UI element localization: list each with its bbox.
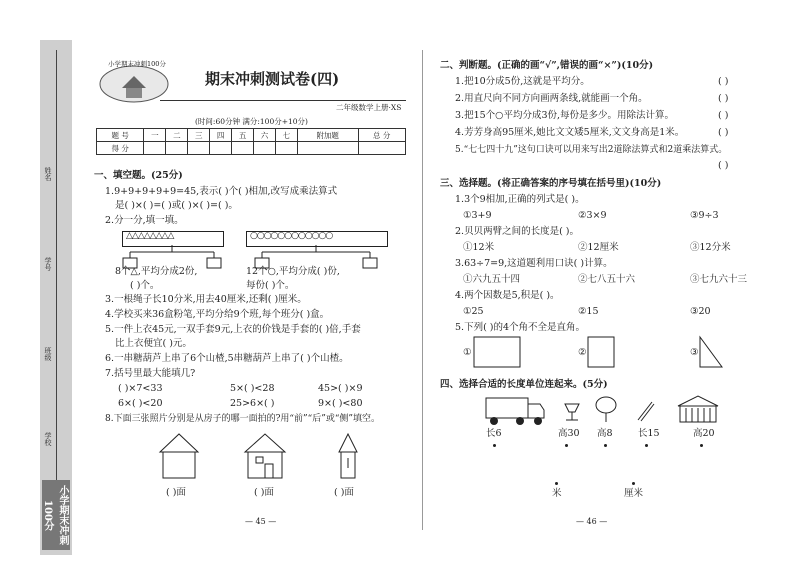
judge-item: 3.把15个○平均分成3份,每份是多少。用除法计算。 [455, 110, 675, 121]
item-label: 长6 [486, 428, 502, 439]
page-number-left: — 45 — [245, 517, 277, 526]
choice-option[interactable]: ①3+9 [463, 210, 492, 221]
unit-label: 厘米 [624, 488, 644, 499]
unit-label: 米 [552, 488, 562, 499]
section1-title: 一、填空题。(25分) [94, 170, 183, 181]
judge-item: 1.把10分成5份,这就是平均分。 [455, 76, 590, 87]
question-1b: 是( )×( )=( )或( )×( )=( )。 [115, 200, 238, 211]
question-2-left-a: 8个△,平均分成2份, [115, 266, 198, 277]
choice-question: 2.贝贝两臂之间的长度是( )。 [455, 226, 579, 237]
connect-dot[interactable] [493, 444, 496, 447]
q7-expr: 45>( )×9 [318, 383, 363, 394]
score-cell: 一 [144, 129, 166, 142]
item-label: 高8 [597, 428, 613, 439]
q8-answer: ( )面 [334, 487, 354, 498]
connect-dot[interactable] [632, 482, 635, 485]
truck-icon [486, 398, 544, 425]
q8-answer: ( )面 [254, 487, 274, 498]
question-1a: 1.9+9+9+9+9=45,表示( )个( )相加,改写成乘法算式 [105, 186, 338, 197]
choice-question: 4.两个因数是5,积是( )。 [455, 290, 560, 301]
judge-item: 4.芳芳身高95厘米,她比文文矮5厘米,文文身高是1米。 [455, 127, 685, 138]
question-7: 7.括号里最大能填几? [105, 368, 196, 379]
item-label: 高20 [693, 428, 715, 439]
section3-title: 三、选择题。(将正确答案的序号填在括号里)(10分) [440, 178, 662, 189]
question-2-right-a: 12个○,平均分成( )份, [246, 266, 340, 277]
judge-item: 2.用直尺向不同方向画两条线,就能画一个角。 [455, 93, 648, 104]
logo-text: 小学期末冲刺100分 [108, 60, 166, 68]
connect-dot[interactable] [645, 444, 648, 447]
triangles: △△△△△△△△ [126, 231, 174, 241]
name-label: 姓名 [44, 167, 52, 181]
score-cell: 附加题 [297, 129, 358, 142]
choice-option[interactable]: ②七八五十六 [578, 274, 636, 285]
choice-option[interactable]: ②3×9 [578, 210, 607, 221]
choice-option[interactable]: ③七九六十三 [690, 274, 748, 285]
question-3: 3.一根绳子长10分米,用去40厘米,还剩( )厘米。 [105, 294, 307, 305]
connect-dot[interactable] [565, 444, 568, 447]
choice-option[interactable]: ① [463, 347, 472, 358]
page-number-right: — 46 — [576, 517, 608, 526]
pencil-icon [638, 402, 654, 421]
circles: ○○○○○○○○○○○○ [250, 231, 333, 241]
choice-option[interactable]: ①25 [463, 306, 484, 317]
choice-option[interactable]: ③12分米 [690, 242, 731, 253]
choice-option[interactable]: ②15 [578, 306, 599, 317]
item-label: 长15 [638, 428, 660, 439]
question-8: 8.下面三张照片分别是从房子的哪一面拍的?用“前”“后”或“侧”填空。 [105, 414, 381, 424]
grade-label: 二年级数学上册·XS [336, 103, 402, 112]
building-icon [678, 396, 718, 422]
question-5b: 比上衣便宜( )元。 [115, 338, 192, 349]
q7-expr: 9×( )<80 [318, 398, 363, 409]
judge-paren[interactable]: ( ) [718, 110, 729, 121]
question-2-right-b: 每份( )个。 [246, 280, 295, 291]
question-4: 4.学校买来36盒粉笔,平均分给9个班,每个班分( )盒。 [105, 309, 330, 320]
score-cell: 二 [166, 129, 188, 142]
lamp-icon [565, 404, 579, 420]
choice-option[interactable]: ③20 [690, 306, 711, 317]
judge-paren[interactable]: ( ) [718, 127, 729, 138]
choice-question: 1.3个9相加,正确的列式是( )。 [455, 194, 585, 205]
choice-option[interactable]: ①12米 [463, 242, 495, 253]
q8-answer: ( )面 [166, 487, 186, 498]
choice-option[interactable]: ③9÷3 [690, 210, 719, 221]
score-cell: 七 [275, 129, 297, 142]
question-2-left-b: ( )个。 [130, 280, 160, 291]
student-id-label: 学号 [44, 257, 52, 271]
judge-paren[interactable]: ( ) [718, 160, 729, 171]
connect-dot[interactable] [700, 444, 703, 447]
choice-option[interactable]: ①六九五十四 [463, 274, 521, 285]
class-label: 班级 [44, 347, 52, 361]
brand-banner: 小学期末冲刺100分 [42, 480, 70, 550]
score-cell: 三 [188, 129, 210, 142]
question-6: 6.一串糖葫芦上串了6个山楂,5串糖葫芦上串了( )个山楂。 [105, 353, 349, 364]
q7-expr: 5×( )<28 [230, 383, 275, 394]
item-label: 高30 [558, 428, 580, 439]
connect-dot[interactable] [604, 444, 607, 447]
q7-expr: ( )×7<33 [118, 383, 163, 394]
score-cell: 得 分 [97, 142, 144, 155]
q7-expr: 25>6×( ) [230, 398, 275, 409]
connect-dot[interactable] [555, 482, 558, 485]
time-info: (时间:60分钟 满分:100分+10分) [195, 117, 308, 126]
q7-expr: 6×( )<20 [118, 398, 163, 409]
score-cell: 题 号 [97, 129, 144, 142]
choice-option[interactable]: ③ [690, 347, 699, 358]
judge-item: 5.“七七四十九”这句口诀可以用来写出2道除法算式和2道乘法算式。 [455, 145, 728, 155]
section4-title: 四、选择合适的长度单位连起来。(5分) [440, 379, 608, 390]
choice-question: 5.下列( )的4个角不全是直角。 [455, 322, 586, 333]
choice-option[interactable]: ②12厘米 [578, 242, 619, 253]
page-title: 期末冲刺测试卷(四) [205, 70, 340, 88]
question-2: 2.分一分,填一填。 [105, 215, 184, 226]
choice-option[interactable]: ② [578, 347, 587, 358]
score-cell: 四 [210, 129, 232, 142]
score-cell: 六 [254, 129, 276, 142]
judge-paren[interactable]: ( ) [718, 76, 729, 87]
section2-title: 二、判断题。(正确的画“√”,错误的画“×”)(10分) [440, 60, 654, 71]
tree-icon [596, 397, 616, 422]
judge-paren[interactable]: ( ) [718, 93, 729, 104]
question-5a: 5.一件上衣45元,一双手套9元,上衣的价钱是手套的( )倍,手套 [105, 324, 361, 335]
choice-question: 3.63÷7=9,这道题利用口诀( )计算。 [455, 258, 613, 269]
score-cell: 总 分 [358, 129, 406, 142]
score-cell: 五 [232, 129, 254, 142]
school-label: 学校 [44, 432, 52, 446]
